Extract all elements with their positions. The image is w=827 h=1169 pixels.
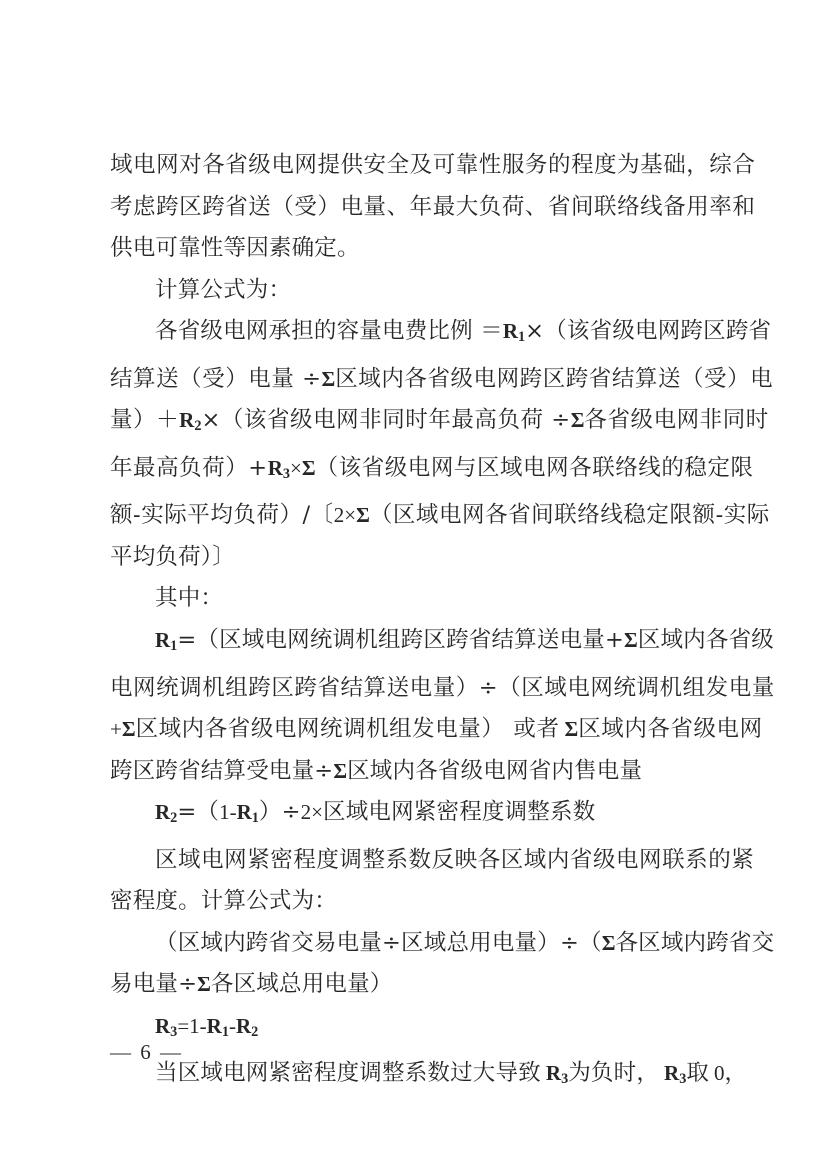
alternative-connector: 或者 xyxy=(513,716,560,743)
note-text: ， xyxy=(724,1060,748,1087)
formula-line: 平均负荷）〕 xyxy=(110,543,235,570)
multiply-symbol: × xyxy=(290,455,302,480)
paragraph-line: 密程度。计算公式为： xyxy=(110,888,338,915)
where-intro-line: 其中： xyxy=(155,585,224,612)
note-text: 取 xyxy=(686,1060,710,1087)
note-line xyxy=(110,1053,748,1101)
variable-r1: $R_1$ xyxy=(155,627,178,655)
formula-intro-line: 计算公式为： xyxy=(155,276,292,303)
formula-line-r1 xyxy=(110,620,774,668)
sigma-symbol: Σ xyxy=(333,758,348,783)
variable-r1: $R_1$ xyxy=(502,319,526,346)
formula-line-r2 xyxy=(110,792,718,840)
variable-r1: $R_1$ xyxy=(206,1013,229,1040)
formula-text: =（ xyxy=(177,799,220,826)
formula-text: 区域内各省级电网跨区跨省结算送（受）电 xyxy=(335,365,774,392)
variable-r1: $R_1$ xyxy=(236,800,259,827)
formula-text: 区域内各省级电网统调机组发电量） xyxy=(135,716,505,743)
variable-r3: $R_3$ xyxy=(545,1061,569,1088)
formula-text: ×（该省级电网跨区跨省 xyxy=(525,318,772,344)
formula-line xyxy=(110,495,770,537)
numeric-literal: 1- xyxy=(219,800,237,825)
formula-text: 区域内各省级电网 xyxy=(578,716,763,743)
variable-r2: $R_2$ xyxy=(179,408,202,435)
document-body xyxy=(110,145,775,1101)
formula-line xyxy=(110,448,754,496)
plus-symbol: + xyxy=(110,717,122,742)
paragraph-line: 区域电网紧密程度调整系数反映各区域内省级电网联系的紧 xyxy=(155,846,755,873)
formula-text: 结算送（受）电量 ÷ xyxy=(110,365,322,392)
formula-text: ×（该省级电网非同时年最高负荷 ÷ xyxy=(201,407,571,434)
variable-r3: $R_3$ xyxy=(155,1013,178,1040)
formula-line xyxy=(110,709,763,751)
formula-text: 年最高负荷）+ xyxy=(110,454,268,481)
formula-text: 各省级电网非同时 xyxy=(584,407,769,434)
formula-text: 各省级电网承担的容量电费比例 ＝ xyxy=(155,318,503,344)
variable-r3: $R_3$ xyxy=(267,455,291,482)
sigma-symbol: Σ xyxy=(301,455,316,480)
page-number-footer: — 6 — xyxy=(110,1040,183,1064)
numeric-literal: 2× xyxy=(333,503,357,528)
sigma-symbol: Σ xyxy=(601,930,616,955)
formula-text: 跨区跨省结算受电量÷ xyxy=(110,757,334,784)
sigma-symbol: Σ xyxy=(624,627,638,652)
formula-text: （该省级电网与区域电网各联络线的稳定限 xyxy=(315,454,754,481)
formula-line xyxy=(110,964,718,1006)
paragraph-line: 供电可靠性等因素确定。 xyxy=(110,235,360,261)
numeric-literal: 2× xyxy=(300,800,323,825)
sigma-symbol: Σ xyxy=(356,503,370,528)
formula-text: ）÷ xyxy=(258,799,301,826)
numeric-literal: 0 xyxy=(714,1061,725,1086)
minus-symbol: - xyxy=(228,1013,236,1038)
formula-line xyxy=(110,400,769,448)
formula-line xyxy=(110,359,774,401)
formula-text: 各区域总用电量） xyxy=(210,971,393,998)
note-text: 为负时， xyxy=(568,1060,660,1087)
formula-text: 量）＋ xyxy=(110,407,180,434)
formula-line xyxy=(110,751,718,793)
variable-r2: $R_2$ xyxy=(235,1013,259,1040)
formula-line xyxy=(110,311,772,359)
formula-text: （区域电网各省间联络线稳定限额-实际 xyxy=(369,502,770,529)
paragraph-line: 域电网对各省级电网提供安全及可靠性服务的程度为基础，综合 xyxy=(110,152,756,178)
formula-text: =（区域电网统调机组跨区跨省结算送电量+ xyxy=(177,626,625,653)
formula-line: 电网统调机组跨区跨省结算送电量）÷（区域电网统调机组发电量 xyxy=(110,674,775,701)
sigma-symbol: Σ xyxy=(564,717,579,742)
formula-text: 易电量÷ xyxy=(110,971,198,998)
formula-text: 额-实际平均负荷）/〔 xyxy=(110,502,334,529)
sigma-symbol: Σ xyxy=(321,366,336,391)
variable-r3: $R_3$ xyxy=(664,1061,687,1088)
formula-text: 各区域内跨省交 xyxy=(615,929,775,956)
note-text: 当区域电网紧密程度调整系数过大导致 xyxy=(155,1060,541,1087)
formula-line xyxy=(110,923,775,965)
sigma-symbol: Σ xyxy=(197,972,211,997)
sigma-symbol: Σ xyxy=(570,408,585,433)
equals-symbol: = xyxy=(177,1013,190,1038)
formula-text: 区域电网紧密程度调整系数 xyxy=(323,799,596,826)
formula-text: 区域内各省级 xyxy=(637,626,774,653)
numeric-literal: 1- xyxy=(189,1013,207,1038)
sigma-symbol: Σ xyxy=(121,717,136,742)
formula-text: 区域内各省级电网省内售电量 xyxy=(347,757,643,784)
variable-r2: $R_2$ xyxy=(155,800,178,827)
paragraph-line: 考虑跨区跨省送（受）电量、年最大负荷、省间联络线备用率和 xyxy=(110,193,756,220)
formula-text: （区域内跨省交易电量÷区域总用电量）÷（ xyxy=(155,929,602,956)
formula-line-r3 xyxy=(110,1006,718,1054)
